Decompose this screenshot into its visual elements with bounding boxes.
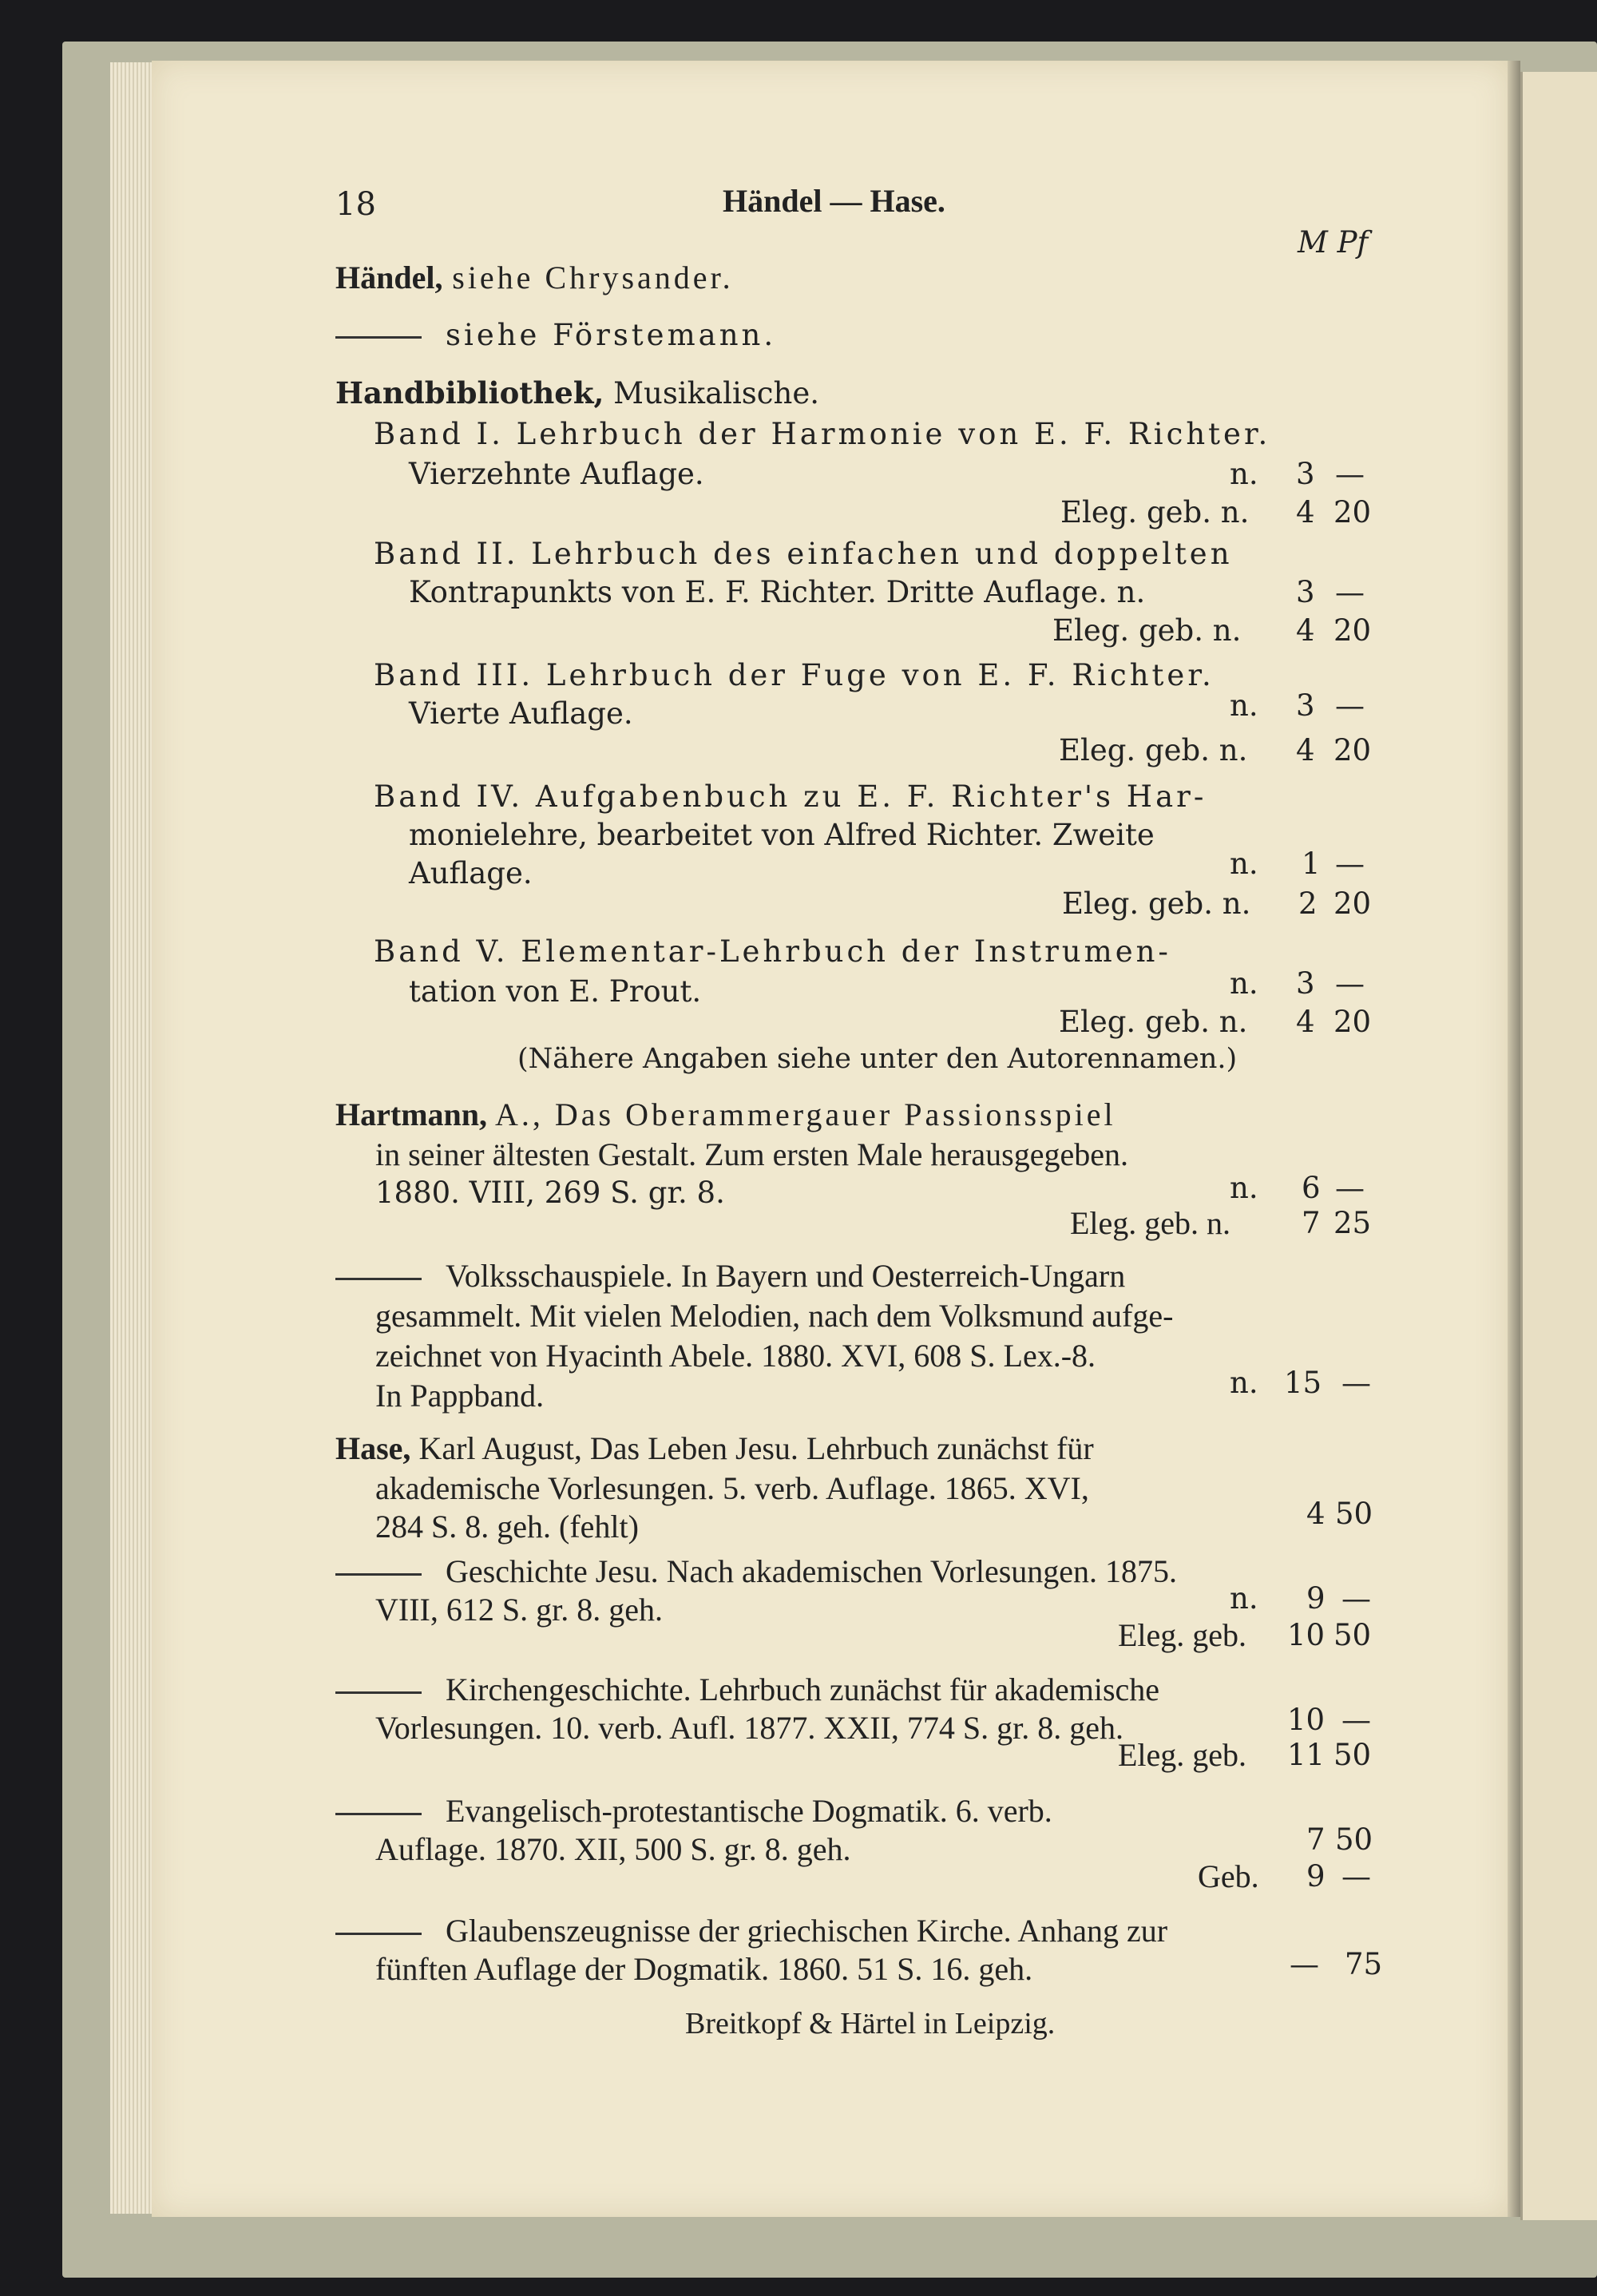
entry-text: siehe Förstemann. (446, 318, 777, 352)
hase-line3: 284 S. 8. geh. (fehlt) (375, 1509, 639, 1545)
entry-name: Hase, (335, 1430, 411, 1466)
hase-line2: akademische Vorlesungen. 5. verb. Auflage. 1865. XVI, (375, 1470, 1089, 1506)
evang-line2: Auflage. 1870. XII, 500 S. gr. 8. geh. (375, 1831, 851, 1867)
volks-mark: 15 (1284, 1366, 1322, 1400)
band3-pf: — (1335, 688, 1365, 723)
band3-mark: 3 (1296, 688, 1315, 723)
volks-line1 (335, 1259, 1125, 1294)
band3-n: n. (1230, 688, 1258, 723)
band3-eleg-mark: 4 (1296, 733, 1315, 767)
band2-line2: Kontrapunkts von E. F. Richter. Dritte Auflage. n. (409, 575, 1146, 609)
band2-pf: — (1335, 575, 1365, 609)
band1-n: n. (1230, 457, 1258, 491)
entry-text: Karl August, Das Leben Jesu. Lehrbuch zunächst für (418, 1430, 1094, 1466)
band4-line3: Auflage. (409, 856, 533, 890)
kirch-eleg-pf: 50 (1333, 1738, 1372, 1772)
band4-eleg-pf: 20 (1333, 886, 1372, 921)
hartmann-eleg-pf: 25 (1333, 1206, 1372, 1240)
hase-line1 (335, 1431, 1094, 1466)
band5-eleg: Eleg. geb. n. (1059, 1005, 1248, 1039)
page-edges (110, 62, 158, 2214)
ditto-dash (335, 336, 422, 339)
entry-text: Evangelisch-protestantische Dogmatik. 6. verb. (446, 1793, 1052, 1829)
glaub-line2: fünften Auflage der Dogmatik. 1860. 51 S. 16. geh. (375, 1951, 1033, 1987)
band1-eleg-mark: 4 (1296, 495, 1315, 529)
hartmann-eleg: Eleg. geb. n. (1070, 1205, 1231, 1241)
band1-eleg: Eleg. geb. n. (1060, 495, 1250, 529)
entry-text: Geschichte Jesu. Nach akademischen Vorlesungen. 1875. (446, 1553, 1178, 1589)
handbib-note: (Nähere Angaben siehe unter den Autorennamen.) (517, 1043, 1238, 1075)
band5-eleg-pf: 20 (1333, 1005, 1372, 1039)
evang-mark: 7 (1306, 1822, 1326, 1857)
band4-mark: 1 (1302, 847, 1321, 881)
band4-line1: Band IV. Aufgabenbuch zu E. F. Richter's Har- (374, 779, 1207, 814)
hase-mark: 4 (1306, 1497, 1326, 1531)
evang-geb: Geb. (1198, 1858, 1259, 1894)
evang-geb-pf: — (1341, 1859, 1371, 1894)
facing-page-edge (1520, 72, 1597, 2220)
gesch-n: n. (1230, 1581, 1258, 1616)
entry-text: Glaubenszeugnisse der griechischen Kirche. Anhang zur (446, 1913, 1168, 1949)
entry-subtitle: Musikalische. (613, 376, 819, 410)
gesch-pf: — (1341, 1581, 1371, 1616)
entry-haendel (335, 260, 734, 296)
band1-line1: Band I. Lehrbuch der Harmonie von E. F. Richter. (374, 417, 1271, 451)
ditto-dash (335, 1573, 422, 1576)
band5-eleg-mark: 4 (1296, 1005, 1315, 1039)
hartmann-mark: 6 (1302, 1171, 1321, 1205)
ditto-dash (335, 1933, 422, 1935)
band1-mark: 3 (1296, 457, 1315, 491)
hartmann-pf: — (1335, 1171, 1365, 1205)
volks-pf: — (1341, 1366, 1371, 1400)
kirch-mark: 10 (1287, 1703, 1326, 1737)
gesch-eleg: Eleg. geb. (1118, 1617, 1247, 1653)
band1-line2: Vierzehnte Auflage. (409, 457, 704, 491)
band4-eleg-mark: 2 (1298, 886, 1318, 921)
hartmann-line3: 1880. VIII, 269 S. gr. 8. (375, 1176, 725, 1210)
entry-text: siehe Chrysander. (452, 260, 734, 295)
entry-text: Kirchengeschichte. Lehrbuch zunächst für akademische (446, 1671, 1160, 1707)
band3-line2: Vierte Auflage. (409, 696, 633, 731)
band2-eleg-mark: 4 (1296, 613, 1315, 648)
entry-haendel-2 (335, 318, 776, 353)
entry-text: A., Das Oberammergauer Passionsspiel (495, 1096, 1116, 1132)
ditto-dash (335, 1691, 422, 1694)
kirch-eleg-mark: 11 (1287, 1738, 1326, 1772)
page-number: 18 (335, 186, 376, 223)
kirch-pf: — (1341, 1703, 1371, 1737)
glaub-line1 (335, 1913, 1167, 1949)
entry-text: Volksschauspiele. In Bayern und Oesterreich-Ungarn (446, 1258, 1126, 1294)
kirch-line2: Vorlesungen. 10. verb. Aufl. 1877. XXII, 774 S. gr. 8. geh. (375, 1710, 1123, 1746)
band1-pf: — (1335, 457, 1365, 491)
glaub-mark: — (1290, 1947, 1319, 1981)
publisher-footer: Breitkopf & Härtel in Leipzig. (685, 2007, 1056, 2040)
entry-name: Händel, (335, 260, 443, 295)
volks-line4: In Pappband. (375, 1378, 545, 1414)
hartmann-n: n. (1230, 1171, 1258, 1205)
band2-eleg-pf: 20 (1333, 613, 1372, 648)
band4-n: n. (1230, 847, 1258, 881)
band2-line1: Band II. Lehrbuch des einfachen und doppelten (374, 537, 1233, 571)
band2-eleg: Eleg. geb. n. (1052, 613, 1242, 648)
band1-eleg-pf: 20 (1333, 495, 1372, 529)
gesch-eleg-mark: 10 (1287, 1618, 1326, 1652)
entry-handbibliothek (335, 375, 819, 411)
entry-name: Handbibliothek, (335, 375, 604, 410)
kirch-eleg: Eleg. geb. (1118, 1737, 1247, 1773)
kirch-line1 (335, 1672, 1159, 1707)
band5-line1: Band V. Elementar-Lehrbuch der Instrumen- (374, 934, 1171, 969)
entry-hartmann-line1 (335, 1097, 1116, 1132)
band4-line2: monielehre, bearbeitet von Alfred Richter. Zweite (409, 818, 1155, 852)
band3-eleg-pf: 20 (1333, 733, 1372, 767)
volks-line3: zeichnet von Hyacinth Abele. 1880. XVI, 608 S. Lex.-8. (375, 1338, 1096, 1374)
gesch-mark: 9 (1306, 1581, 1326, 1616)
book-gutter (1508, 61, 1520, 2217)
band5-line2: tation von E. Prout. (409, 974, 702, 1009)
ditto-dash (335, 1813, 422, 1815)
currency-header: M Pf (1298, 225, 1369, 260)
glaub-pf: 75 (1345, 1947, 1383, 1981)
hartmann-line2: in seiner ältesten Gestalt. Zum ersten Male herausgegeben. (375, 1136, 1128, 1172)
ditto-dash (335, 1278, 422, 1280)
band3-eleg: Eleg. geb. n. (1059, 733, 1248, 767)
band5-mark: 3 (1296, 966, 1315, 1001)
gesch-line1 (335, 1554, 1177, 1589)
evang-pf: 50 (1335, 1822, 1373, 1857)
band5-n: n. (1230, 966, 1258, 1001)
evang-geb-mark: 9 (1306, 1859, 1326, 1894)
volks-n: n. (1230, 1366, 1258, 1400)
hase-pf: 50 (1335, 1497, 1373, 1531)
band2-mark: 3 (1296, 575, 1315, 609)
band3-line1: Band III. Lehrbuch der Fuge von E. F. Richter. (374, 658, 1215, 692)
evang-line1 (335, 1794, 1052, 1829)
running-head: Händel — Hase. (723, 183, 945, 219)
volks-line2: gesammelt. Mit vielen Melodien, nach dem Volksmund aufge- (375, 1298, 1174, 1334)
band5-pf: — (1335, 966, 1365, 1001)
gesch-line2: VIII, 612 S. gr. 8. geh. (375, 1592, 663, 1628)
entry-name: Hartmann, (335, 1096, 487, 1132)
band4-eleg: Eleg. geb. n. (1062, 886, 1251, 921)
band4-pf: — (1335, 847, 1365, 881)
hartmann-eleg-mark: 7 (1302, 1206, 1321, 1240)
gesch-eleg-pf: 50 (1333, 1618, 1372, 1652)
